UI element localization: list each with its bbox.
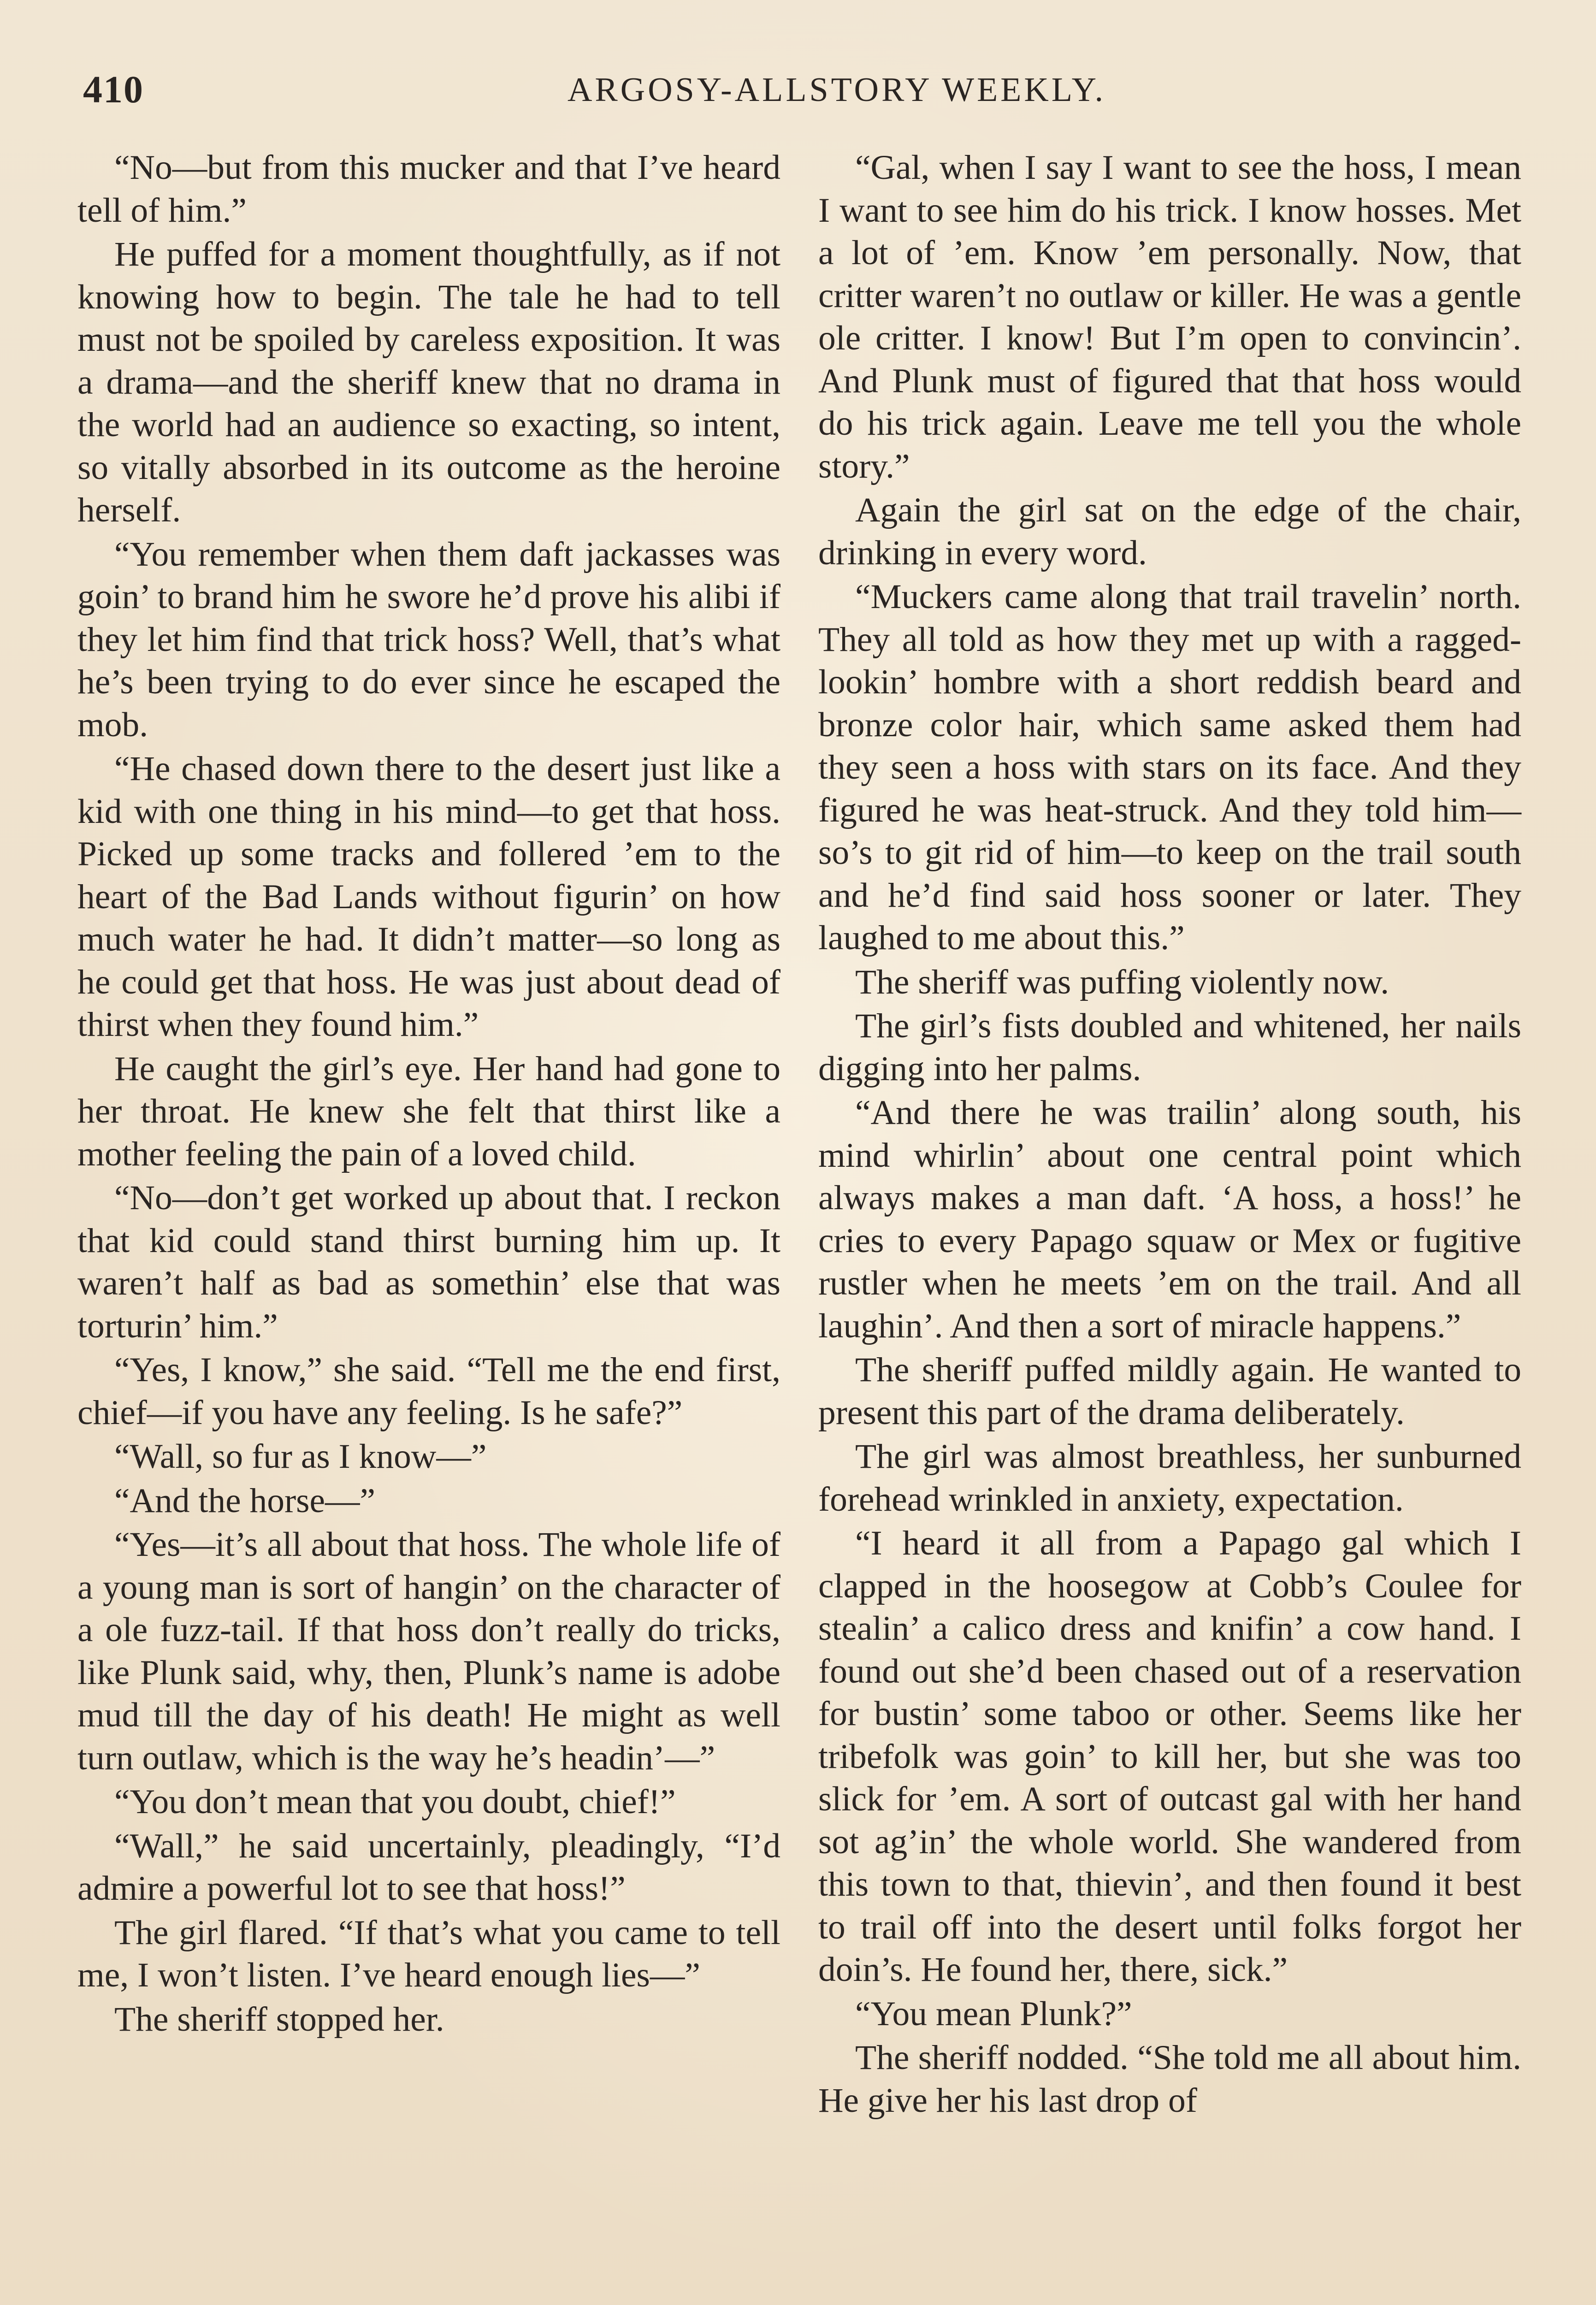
paragraph: The girl was almost breathless, her sunburned forehead wrinkled in anxiety, expectation. (818, 1437, 1521, 1519)
paragraph: The sheriff stopped her. (114, 2000, 444, 2039)
right-column (818, 147, 1521, 2123)
paragraph: He caught the girl’s eye. Her hand had gone to her throat. He knew she felt that thirst like a mother feeling the pain of a loved child. (77, 1049, 780, 1173)
paragraph: The sheriff puffed mildly again. He wanted to present this part of the drama deliberately. (818, 1351, 1521, 1432)
paragraph: The sheriff was puffing violently now. (855, 963, 1389, 1001)
paragraph: “He chased down there to the desert just like a kid with one thing in his mind—to get that hoss. Picked up some tracks and follered ’em to the heart of the Bad Lands without figurin’ on how much water he had. It didn’t matter—so long as he could get that hoss. He was just about dead of thirst when they found him.” (77, 750, 780, 1044)
paragraph: Again the girl sat on the edge of the chair, drinking in every word. (818, 491, 1521, 572)
running-head: ARGOSY-ALLSTORY WEEKLY. (567, 71, 1106, 109)
page-number: 410 (83, 68, 144, 111)
paragraph: “And there he was trailin’ along south, his mind whirlin’ about one central point which always makes a man daft. ‘A hoss, a hoss!’ he cries to every Papago squaw or Mex or fugitive rustler when he meets ’em on the trail. And all laughin’. And then a sort of miracle happens.” (818, 1093, 1521, 1345)
paragraph: “Muckers came along that trail travelin’ north. They all told as how they met up with a ragged-lookin’ hombre with a short reddish beard and bronze color hair, which same asked them had they seen a hoss with stars on its face. And they figured he was heat-struck. And they told him—so’s to git rid of him—to keep on the trail south and he’d find said hoss sooner or later. They laughed to me about this.” (818, 578, 1521, 957)
left-column (77, 147, 780, 2042)
paragraph: “Yes, I know,” she said. “Tell me the end first, chief—if you have any feeling. Is he safe?” (77, 1351, 780, 1432)
paragraph: “You don’t mean that you doubt, chief!” (114, 1783, 676, 1821)
paragraph: “Gal, when I say I want to see the hoss, I mean I want to see him do his trick. I know hosses. Met a lot of ’em. Know ’em personally. Now, that critter waren’t no outlaw or killer. He was a gentle ole critter. I know! But I’m open to convincin’. And Plunk must of figured that that hoss would do his trick again. Leave me tell you the whole story.” (818, 148, 1521, 485)
paragraph: “I heard it all from a Papago gal which I clapped in the hoosegow at Cobb’s Coulee for stealin’ a calico dress and knifin’ a cow hand. I found out she’d been chased out of a reservation for bustin’ some taboo or other. Seems like her tribefolk was goin’ to kill her, but she was too slick for ’em. A sort of outcast gal with her hand sot ag’in’ the whole world. She wandered from this town to that, thievin’, and then found it best to trail off into the desert until folks forgot her doin’s. He found her, there, sick.” (818, 1524, 1521, 1989)
paragraph: “Wall, so fur as I know—” (114, 1437, 487, 1476)
paragraph: “You mean Plunk?” (855, 1994, 1132, 2033)
paragraph: “Wall,” he said uncertainly, pleadingly, “I’d admire a powerful lot to see that hoss!” (77, 1826, 780, 1908)
paragraph: “And the horse—” (114, 1481, 376, 1520)
paragraph: He puffed for a moment thoughtfully, as if not knowing how to begin. The tale he had to tell must not be spoiled by careless exposition. It was a drama—and the sheriff knew that no drama in the world had an audience so exacting, so intent, so vitally absorbed in its outcome as the heroine herself. (77, 235, 780, 529)
paragraph: The girl’s fists doubled and whitened, her nails digging into her palms. (818, 1007, 1521, 1088)
paragraph: The girl flared. “If that’s what you came to tell me, I won’t listen. I’ve heard enough lies—” (77, 1913, 780, 1994)
paragraph: “Yes—it’s all about that hoss. The whole life of a young man is sort of hangin’ on the character of a ole fuzz-tail. If that hoss don’t really do tricks, like Plunk said, why, then, Plunk’s name is adobe mud till the day of his death! He might as well turn outlaw, which is the way he’s headin’—” (77, 1525, 780, 1777)
page-header (83, 65, 1535, 115)
paragraph: “You remember when them daft jackasses was goin’ to brand him he swore he’d prove his alibi if they let him find that trick hoss? Well, that’s what he’s been trying to do ever since he escaped the mob. (77, 535, 780, 744)
paragraph: “No—but from this mucker and that I’ve heard tell of him.” (77, 148, 780, 230)
paragraph: “No—don’t get worked up about that. I reckon that kid could stand thirst burning him up. It waren’t half as bad as somethin’ else that was torturin’ him.” (77, 1179, 780, 1345)
paragraph: The sheriff nodded. “She told me all about him. He give her his last drop of (818, 2039, 1521, 2120)
